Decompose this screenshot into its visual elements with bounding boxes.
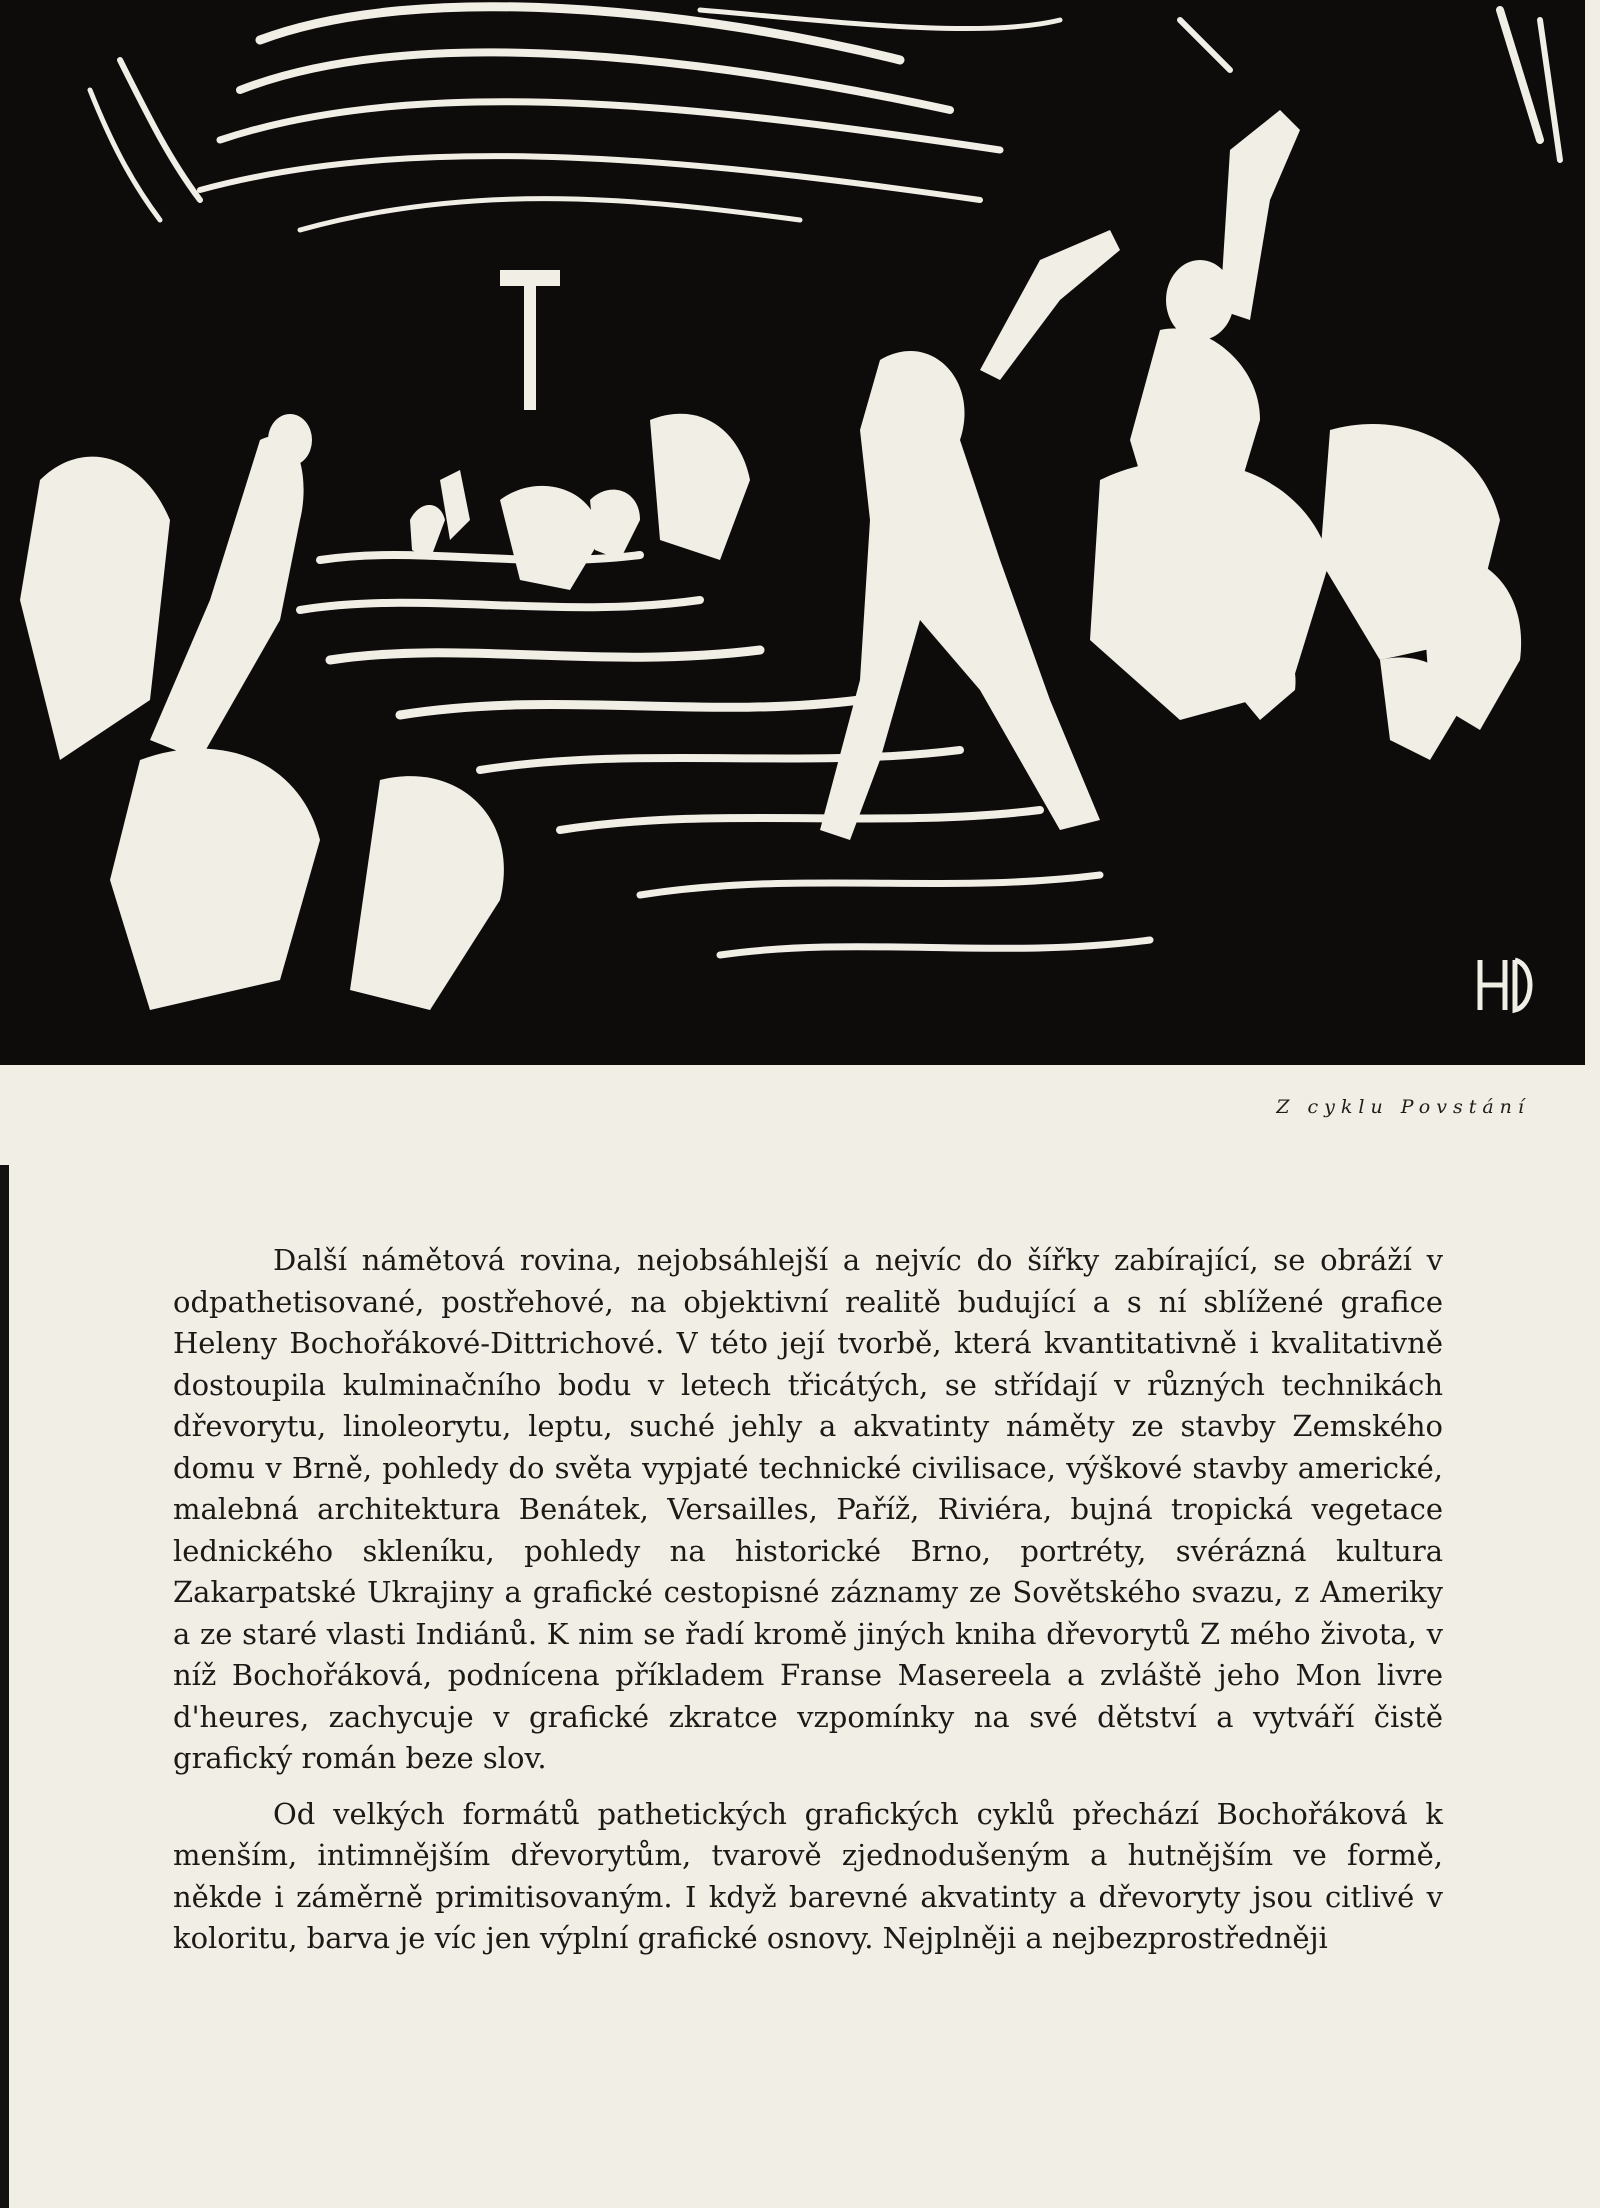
- illustration-caption: Z cyklu Povstání: [1276, 1096, 1530, 1118]
- lamp-post: [524, 270, 536, 410]
- paragraph: Od velkých formátů pathetických grafických cyklů přechází Bochořáková k menším, intimnějším dřevorytům, tvarově zjednodušeným a hutnějším ve formě, někde i záměrně primitisovaným. I když barevné akvatinty a dřevoryty jsou citlivé v koloritu, barva je víc jen výplní grafické osnovy. Nejplněji a nejbezprostředněji: [173, 1796, 1443, 1955]
- body-text: [173, 1240, 1443, 1960]
- page-edge-mark: [0, 1165, 9, 2208]
- paragraph: Další námětová rovina, nejobsáhlejší a nejvíc do šířky zabírající, se obráží v odpathetisované, postřehové, na objektivní realitě budující a s ní sblížené grafice Heleny Bochořákové-Dittrichové. V této její tvorbě, která kvantitativně i kvalitativně dostoupila kulminačního bodu v letech třicátých, se střídají v různých technikách dřevorytu, linoleorytu, leptu, suché jehly a akvatinty náměty ze stavby Zemského domu v Brně, pohledy do světa vypjaté technické civilisace, výškové stavby americké, malebná architektura Benátek, Versailles, Paříž, Riviéra, bujná tropická vegetace lednického skleníku, pohledy na historické Brno, portréty, svérázná kultura Zakarpatské Ukrajiny a grafické cestopisné záznamy ze Sovětského svazu, z Ameriky a ze staré vlasti Indiánů. K nim se řadí kromě jiných kniha dřevorytů Z mého života, v níž Bochořáková, podnícena příkladem Franse Masereela a zvláště jeho Mon livre d'heures, zachycuje v grafické zkratce vzpomínky na své dětství a vytváří čistě grafický román beze slov.: [173, 1243, 1443, 1775]
- woodcut-illustration: [0, 0, 1585, 1065]
- woodcut-artwork: [0, 0, 1585, 1065]
